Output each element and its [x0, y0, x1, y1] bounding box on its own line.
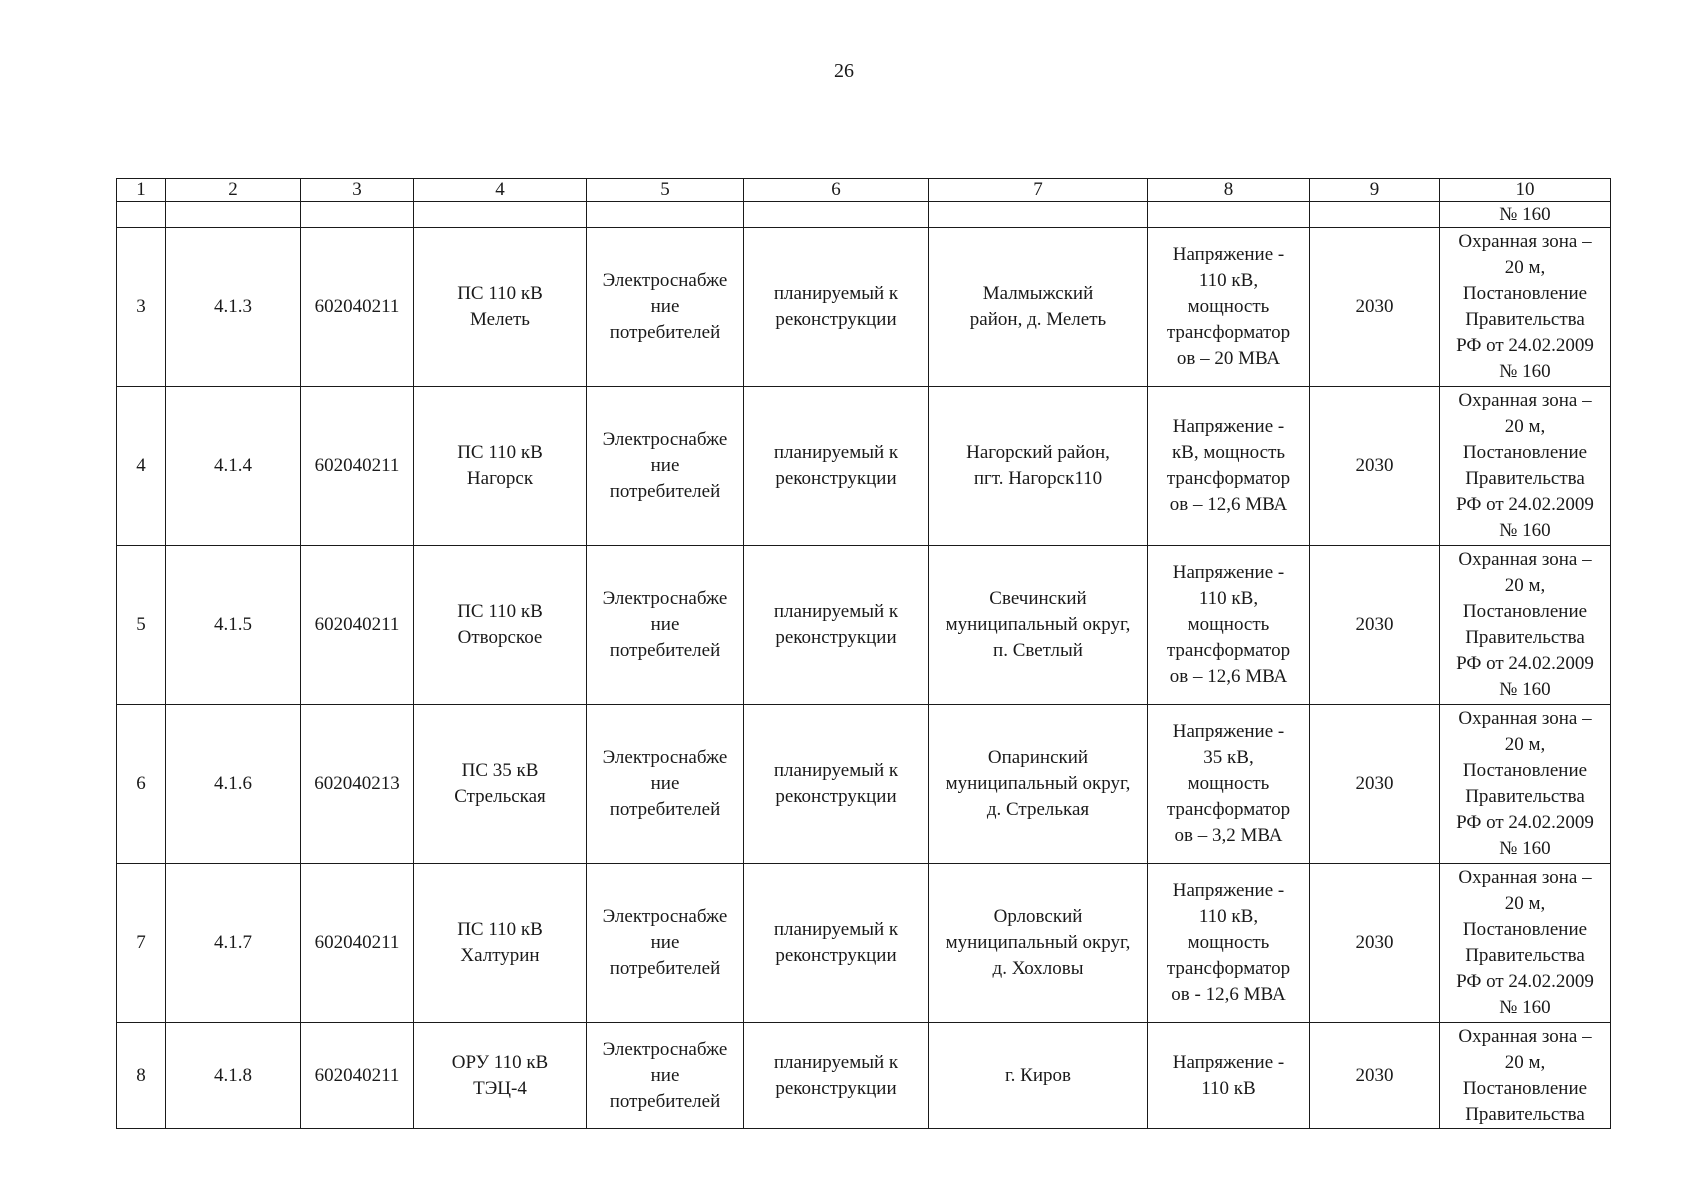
cell-line: Опаринский [987, 747, 1089, 768]
cell-line: кВ, мощность [1171, 442, 1286, 463]
cell-line: ПС 110 кВ [457, 442, 543, 463]
location-cell [929, 546, 1148, 705]
status-cell [744, 1023, 929, 1129]
purpose-cell [587, 546, 744, 705]
cell-line: Халтурин [460, 945, 540, 966]
cell-line: 20 м, [1504, 575, 1546, 596]
cell-line: потребителей [609, 322, 721, 343]
cell-line: трансформатор [1166, 640, 1291, 661]
cell-line: Охранная зона – [1458, 867, 1592, 888]
characteristics-cell [1148, 546, 1310, 705]
cell-line: Правительства [1465, 945, 1585, 966]
cell-line: № 160 [1499, 520, 1551, 541]
cell-line: Постановление [1462, 1077, 1588, 1099]
cell-line: РФ от 24.02.2009 [1456, 971, 1594, 992]
cell-line: Напряжение - [1172, 562, 1285, 583]
object-name-cell [414, 1023, 587, 1129]
object-code-cell: 602040211 [301, 546, 414, 705]
cell-line: Нагорский район, [966, 442, 1110, 463]
cell-line: ПС 35 кВ [461, 760, 539, 781]
column-header: 6 [744, 179, 929, 202]
column-header: 1 [117, 179, 166, 202]
year-cell: 2030 [1310, 705, 1440, 864]
cell-line: ПС 110 кВ [457, 919, 543, 940]
object-name-cell [414, 705, 587, 864]
cell-line: Правительства [1465, 627, 1585, 648]
cell-line: Постановление [1462, 442, 1588, 463]
cell-line: планируемый к [773, 601, 899, 622]
continuation-cell [301, 202, 414, 228]
cell-line: потребителей [609, 799, 721, 820]
cell-line: 20 м, [1504, 257, 1546, 278]
cell-line: № 160 [1499, 997, 1551, 1018]
cell-line: ние [650, 455, 680, 476]
cell-line: Напряжение - [1172, 721, 1285, 742]
table-body [117, 179, 1611, 1129]
continuation-cell [1148, 202, 1310, 228]
status-cell [744, 864, 929, 1023]
cell-line: реконструкции [775, 786, 897, 807]
row-number-cell: 7 [117, 864, 166, 1023]
item-index-cell: 4.1.4 [166, 387, 301, 546]
purpose-cell [587, 705, 744, 864]
item-index-cell: 4.1.7 [166, 864, 301, 1023]
cell-line: № 160 [1499, 361, 1551, 382]
status-cell [744, 705, 929, 864]
cell-line: мощность [1187, 614, 1270, 635]
cell-line: 110 кВ, [1198, 906, 1259, 927]
cell-line: планируемый к [773, 1051, 899, 1073]
cell-line: ние [650, 1064, 680, 1086]
cell-line: 20 м, [1504, 416, 1546, 437]
cell-line: Охранная зона – [1458, 708, 1592, 729]
cell-line: 20 м, [1504, 734, 1546, 755]
cell-line: 110 кВ [1201, 1077, 1256, 1099]
cell-line: Электроснабже [602, 429, 728, 450]
cell-line: РФ от 24.02.2009 [1456, 653, 1594, 674]
purpose-cell [587, 228, 744, 387]
cell-line: Охранная зона – [1458, 231, 1592, 252]
continuation-row [117, 202, 1611, 228]
cell-line: Малмыжский [982, 283, 1094, 304]
cell-line: трансформатор [1166, 322, 1291, 343]
cell-line: Напряжение - [1172, 244, 1285, 265]
cell-line: Охранная зона – [1458, 390, 1592, 411]
object-code-cell: 602040211 [301, 387, 414, 546]
cell-line: муниципальный округ, [945, 932, 1131, 953]
location-cell [929, 1023, 1148, 1129]
characteristics-cell [1148, 705, 1310, 864]
purpose-cell [587, 1023, 744, 1129]
cell-line: РФ от 24.02.2009 [1456, 494, 1594, 515]
cell-line: муниципальный округ, [945, 773, 1131, 794]
cell-line: Правительства [1465, 468, 1585, 489]
cell-line: Стрельская [454, 786, 546, 807]
protection-zone-cell [1440, 705, 1611, 864]
page-number: 26 [834, 60, 854, 82]
characteristics-cell [1148, 228, 1310, 387]
purpose-cell [587, 387, 744, 546]
table-row [117, 864, 1611, 1023]
cell-line: ние [650, 773, 680, 794]
cell-line: реконструкции [775, 309, 897, 330]
cell-line: п. Светлый [993, 640, 1083, 661]
continuation-cell [1310, 202, 1440, 228]
protection-zone-cell [1440, 546, 1611, 705]
cell-line: ов – 3,2 МВА [1174, 825, 1283, 846]
cell-line: Правительства [1465, 786, 1585, 807]
object-name-cell [414, 864, 587, 1023]
cell-line: Свечинский [989, 588, 1087, 609]
cell-line: потребителей [609, 640, 721, 661]
cell-line: РФ от 24.02.2009 [1456, 335, 1594, 356]
item-index-cell: 4.1.3 [166, 228, 301, 387]
year-cell: 2030 [1310, 387, 1440, 546]
cell-line: Правительства [1465, 1103, 1585, 1125]
location-cell [929, 864, 1148, 1023]
column-header: 7 [929, 179, 1148, 202]
cell-line: Охранная зона – [1458, 1025, 1592, 1047]
protection-zone-cell [1440, 864, 1611, 1023]
cell-line: планируемый к [773, 283, 899, 304]
year-cell: 2030 [1310, 864, 1440, 1023]
cell-line: Электроснабже [602, 588, 728, 609]
cell-line: Напряжение - [1172, 416, 1285, 437]
cell-line: муниципальный округ, [945, 614, 1131, 635]
cell-line: район, д. Мелеть [969, 309, 1107, 330]
characteristics-cell [1148, 864, 1310, 1023]
cell-line: ОРУ 110 кВ [451, 1051, 549, 1073]
cell-line: 110 кВ, [1198, 588, 1259, 609]
column-header: 5 [587, 179, 744, 202]
object-name-cell [414, 387, 587, 546]
cell-line: потребителей [609, 958, 721, 979]
cell-line: Охранная зона – [1458, 549, 1592, 570]
cell-line: Электроснабже [602, 1038, 728, 1060]
status-cell [744, 546, 929, 705]
cell-line: 20 м, [1504, 1051, 1546, 1073]
continuation-cell [414, 202, 587, 228]
cell-line: потребителей [609, 1090, 721, 1112]
cell-line: трансформатор [1166, 958, 1291, 979]
column-header: 2 [166, 179, 301, 202]
cell-line: Нагорск [466, 468, 534, 489]
column-header: 9 [1310, 179, 1440, 202]
cell-line: Электроснабже [602, 270, 728, 291]
table-row [117, 546, 1611, 705]
cell-line: трансформатор [1166, 468, 1291, 489]
table-row [117, 1023, 1611, 1129]
infrastructure-table [116, 178, 1611, 1129]
continuation-cell [587, 202, 744, 228]
column-header: 4 [414, 179, 587, 202]
object-code-cell: 602040211 [301, 864, 414, 1023]
row-number-cell: 4 [117, 387, 166, 546]
cell-line: Постановление [1462, 601, 1588, 622]
cell-line: Электроснабже [602, 747, 728, 768]
table-row [117, 387, 1611, 546]
cell-line: Правительства [1465, 309, 1585, 330]
cell-line: ПС 110 кВ [457, 283, 543, 304]
row-number-cell: 6 [117, 705, 166, 864]
year-cell: 2030 [1310, 546, 1440, 705]
cell-line: ние [650, 932, 680, 953]
cell-line: ПС 110 кВ [457, 601, 543, 622]
cell-line: Напряжение - [1172, 1051, 1285, 1073]
location-cell [929, 228, 1148, 387]
object-name-cell [414, 546, 587, 705]
object-code-cell: 602040211 [301, 1023, 414, 1129]
status-cell [744, 387, 929, 546]
cell-line: реконструкции [775, 468, 897, 489]
cell-line: реконструкции [775, 945, 897, 966]
location-cell [929, 387, 1148, 546]
row-number-cell: 8 [117, 1023, 166, 1129]
object-code-cell: 602040213 [301, 705, 414, 864]
column-number-row [117, 179, 1611, 202]
cell-line: № 160 [1499, 679, 1551, 700]
cell-line: д. Хохловы [992, 958, 1084, 979]
cell-line: ние [650, 614, 680, 635]
cell-line: Напряжение - [1172, 880, 1285, 901]
protection-zone-cell [1440, 1023, 1611, 1129]
cell-line: мощность [1187, 932, 1270, 953]
object-code-cell: 602040211 [301, 228, 414, 387]
cell-line: мощность [1187, 296, 1270, 317]
cell-line: планируемый к [773, 919, 899, 940]
table-row [117, 228, 1611, 387]
row-number-cell: 3 [117, 228, 166, 387]
cell-line: ов – 12,6 МВА [1169, 666, 1288, 687]
cell-line: потребителей [609, 481, 721, 502]
cell-line: трансформатор [1166, 799, 1291, 820]
cell-line: Постановление [1462, 919, 1588, 940]
cell-line: Электроснабже [602, 906, 728, 927]
protection-zone-cell [1440, 387, 1611, 546]
cell-line: ов - 12,6 МВА [1171, 984, 1286, 1005]
cell-line: реконструкции [775, 627, 897, 648]
cell-line: ов – 20 МВА [1176, 348, 1281, 369]
continuation-cell: № 160 [1440, 202, 1611, 228]
continuation-cell [744, 202, 929, 228]
cell-line: № 160 [1499, 838, 1551, 859]
cell-line: мощность [1187, 773, 1270, 794]
cell-line: 20 м, [1504, 893, 1546, 914]
cell-line: планируемый к [773, 760, 899, 781]
year-cell: 2030 [1310, 228, 1440, 387]
cell-line: реконструкции [775, 1077, 897, 1099]
item-index-cell: 4.1.8 [166, 1023, 301, 1129]
cell-line: г. Киров [1005, 1064, 1071, 1086]
continuation-cell [117, 202, 166, 228]
purpose-cell [587, 864, 744, 1023]
cell-line: Мелеть [470, 309, 530, 330]
cell-line: ТЭЦ-4 [473, 1077, 527, 1099]
cell-line: 35 кВ, [1203, 747, 1254, 768]
column-header: 10 [1440, 179, 1611, 202]
cell-line: Постановление [1462, 760, 1588, 781]
item-index-cell: 4.1.6 [166, 705, 301, 864]
cell-line: пгт. Нагорск110 [973, 468, 1103, 489]
object-name-cell [414, 228, 587, 387]
characteristics-cell [1148, 387, 1310, 546]
status-cell [744, 228, 929, 387]
column-header: 3 [301, 179, 414, 202]
table-row [117, 705, 1611, 864]
row-number-cell: 5 [117, 546, 166, 705]
item-index-cell: 4.1.5 [166, 546, 301, 705]
continuation-cell [929, 202, 1148, 228]
cell-line: планируемый к [773, 442, 899, 463]
continuation-cell [166, 202, 301, 228]
cell-line: д. Стрелькая [986, 799, 1090, 820]
cell-line: РФ от 24.02.2009 [1456, 812, 1594, 833]
cell-line: Орловский [993, 906, 1083, 927]
cell-line: Отворское [457, 627, 543, 648]
cell-line: ние [650, 296, 680, 317]
characteristics-cell [1148, 1023, 1310, 1129]
column-header: 8 [1148, 179, 1310, 202]
cell-line: ов – 12,6 МВА [1169, 494, 1288, 515]
cell-line: 110 кВ, [1198, 270, 1259, 291]
location-cell [929, 705, 1148, 864]
protection-zone-cell [1440, 228, 1611, 387]
cell-line: Постановление [1462, 283, 1588, 304]
year-cell: 2030 [1310, 1023, 1440, 1129]
